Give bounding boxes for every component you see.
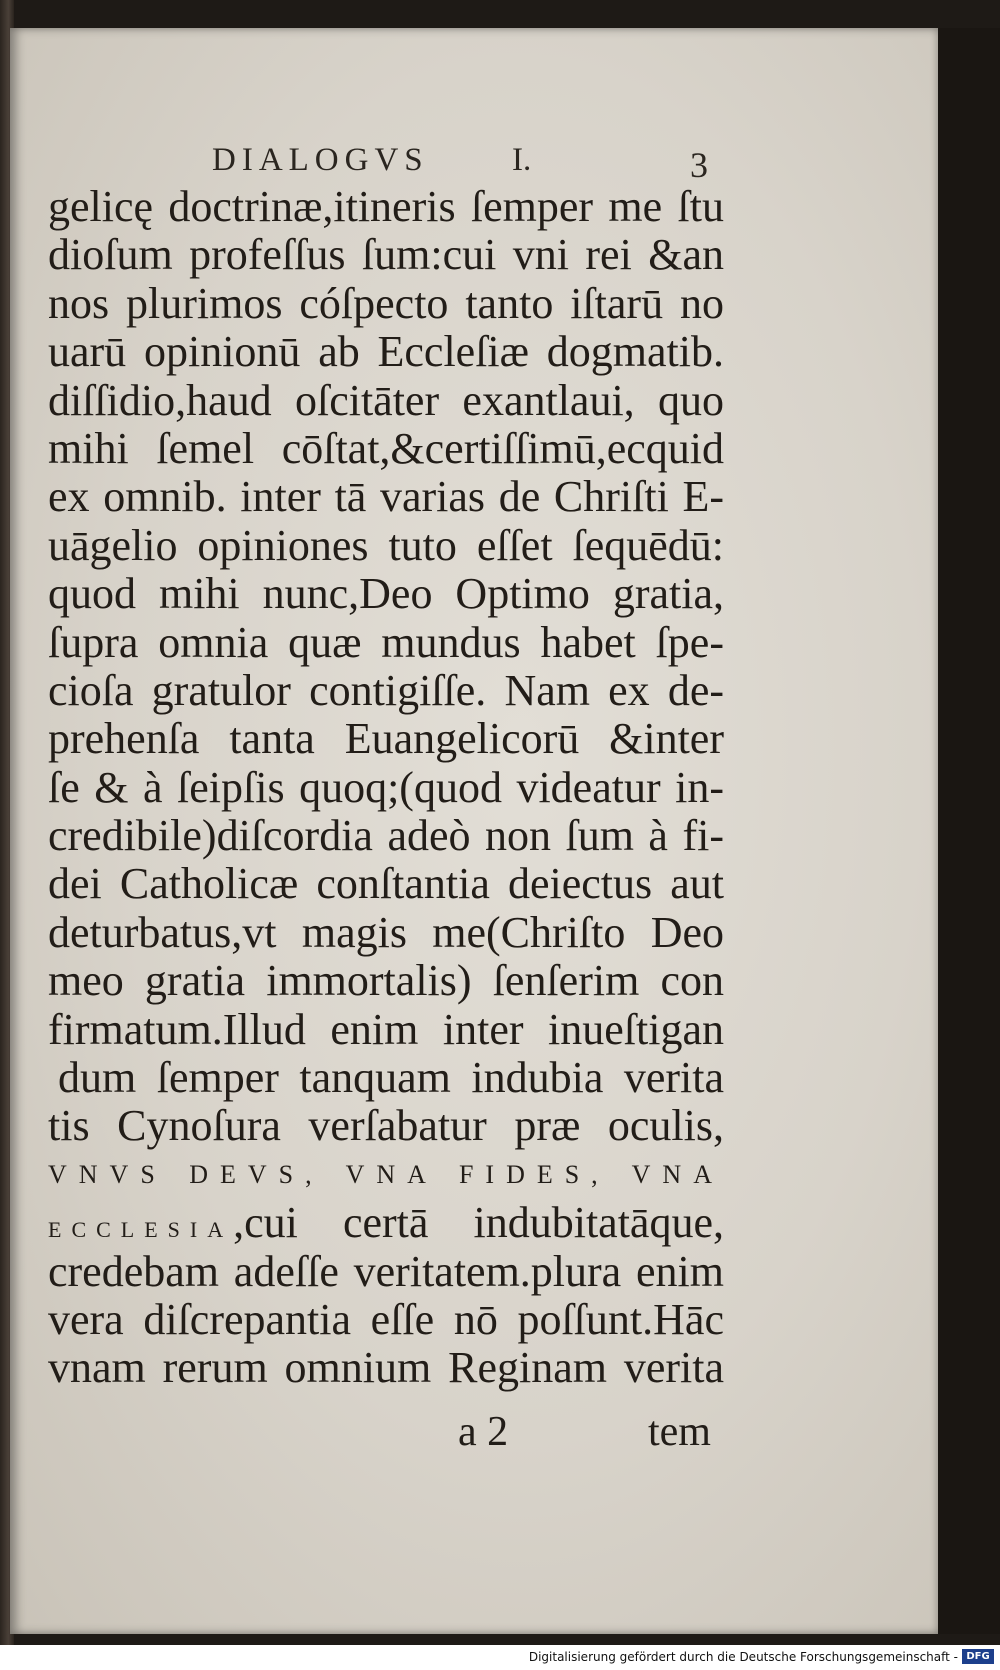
text-line-capitals: VNVS DEVS, VNA FIDES, VNA — [48, 1159, 724, 1189]
text-line: uāgelio opiniones tuto eſſet ſequēdū: — [48, 520, 724, 570]
text-line: gelicę doctrinæ,itineris ſemper me ſtu — [48, 182, 724, 231]
text-line-mixed — [48, 1199, 724, 1247]
running-head — [0, 142, 1000, 185]
text-capitals: ECCLESIA — [48, 1217, 234, 1243]
text-line: firmatum.Illud enim inter inueſtigan — [48, 1004, 724, 1054]
text-line: vera diſcrepantia eſſe nō poſſunt.Hāc — [48, 1294, 724, 1344]
text-continuation: ,cui certā indubitatāque, — [233, 1198, 724, 1248]
text-line: uarū opinionū ab Eccleſiæ dogmatib. — [48, 327, 724, 377]
text-line: dei Catholicæ conſtantia deiectus aut — [48, 859, 724, 909]
text-line: quod mihi nunc,Deo Optimo gratia, — [48, 569, 724, 619]
text-line: diſſidio,haud oſcitāter exantlaui, quo — [48, 375, 724, 425]
text-line: ſe & à ſeipſis quoq;(quod videatur in- — [48, 762, 724, 812]
footer-credit: Digitalisierung gefördert durch die Deutsche Forschungsgemeinschaft - — [528, 1650, 958, 1664]
text-line: cioſa gratulor contigiſſe. Nam ex de- — [48, 665, 724, 715]
text-line: dum ſemper tanquam indubia verita — [58, 1053, 724, 1103]
text-line: prehenſa tanta Euangelicorū &inter — [48, 714, 724, 764]
footer-bar — [0, 1645, 1000, 1670]
text-line: deturbatus,vt magis me(Chriſto Deo — [48, 907, 724, 957]
text-line: credibile)diſcordia adeò non ſum à fi- — [48, 811, 724, 861]
scan-margin-right — [938, 28, 1000, 1634]
text-line: nos plurimos cóſpecto tanto iſtarū no — [48, 278, 724, 328]
text-line: meo gratia immortalis) ſenſerim con — [48, 956, 724, 1006]
running-head-number: I. — [512, 142, 532, 178]
text-line: tis Cynoſura verſabatur præ oculis, — [48, 1101, 724, 1151]
catchword: tem — [648, 1409, 711, 1455]
page-number: 3 — [690, 145, 708, 185]
page-foot — [0, 1408, 1000, 1458]
text-line: credebam adeſſe veritatem.plura enim — [48, 1246, 724, 1296]
dfg-logo: DFG — [962, 1649, 994, 1664]
body-text — [48, 183, 724, 1393]
text-line: ex omnib. inter tā varias de Chriſti E- — [48, 472, 724, 522]
running-head-title: DIALOGVS — [212, 142, 429, 178]
text-line: vnam rerum omnium Reginam verita — [48, 1343, 724, 1393]
signature-mark: a 2 — [458, 1409, 509, 1455]
text-line: mihi ſemel cōſtat,&certiſſimū,ecquid — [48, 423, 724, 473]
text-line: ſupra omnia quæ mundus habet ſpe- — [48, 617, 724, 667]
text-line: dioſum profeſſus ſum:cui vni rei &an — [48, 230, 724, 280]
